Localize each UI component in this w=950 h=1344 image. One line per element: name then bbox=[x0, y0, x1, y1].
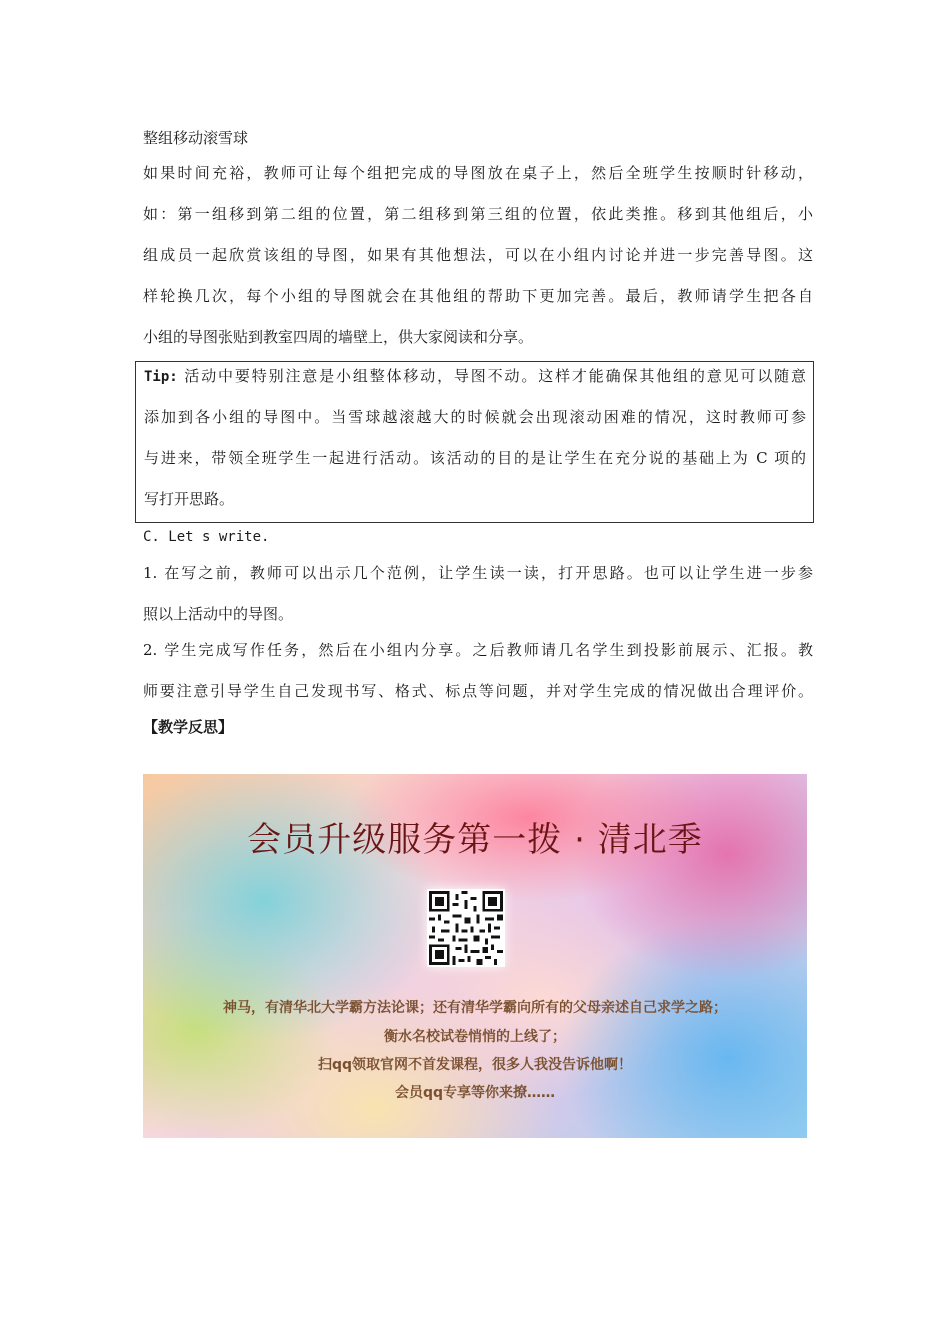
section-c-title: C. Let s write. bbox=[143, 529, 270, 545]
qr-code-icon bbox=[427, 889, 505, 967]
paragraph-line: 组成员一起欣赏该组的导图，如果有其他想法，可以在小组内讨论并进一步完善导图。这 bbox=[143, 246, 813, 264]
reflection-heading: 【教学反思】 bbox=[143, 718, 234, 736]
paragraph-line: 样轮换几次，每个小组的导图就会在其他组的帮助下更加完善。最后，教师请学生把各自 bbox=[143, 287, 813, 305]
item-1-line: 1. 在写之前，教师可以出示几个范例，让学生读一读，打开思路。也可以让学生进一步参 bbox=[143, 564, 813, 582]
tip-box bbox=[135, 361, 814, 523]
paragraph-line: 如：第一组移到第二组的位置，第二组移到第三组的位置，依此类推。移到其他组后，小 bbox=[143, 205, 813, 223]
item-1-line: 照以上活动中的导图。 bbox=[143, 605, 294, 623]
tip-line: 添加到各小组的导图中。当雪球越滚越大的时候就会出现滚动困难的情况，这时教师可参 bbox=[144, 408, 806, 426]
banner-line: 衡水名校试卷悄悄的上线了； bbox=[384, 1029, 566, 1045]
tip-first-line bbox=[144, 366, 806, 387]
banner-title: 会员升级服务第一拨 · 清北季 bbox=[247, 820, 703, 860]
tip-text: 活动中要特别注意是小组整体移动，导图不动。这样才能确保其他组的意见可以随意 bbox=[184, 367, 806, 385]
tip-line: 与进来，带领全班学生一起进行活动。该活动的目的是让学生在充分说的基础上为 C 项的 bbox=[144, 449, 806, 467]
banner-line: 神马，有清华北大学霸方法论课；还有清华学霸向所有的父母亲述自己求学之路； bbox=[223, 1000, 727, 1016]
tip-label: Tip: bbox=[144, 369, 178, 385]
banner-line: 会员qq专享等你来撩…… bbox=[394, 1085, 556, 1101]
tip-line: 写打开思路。 bbox=[144, 490, 235, 508]
banner-line: 扫qq领取官网不首发课程，很多人我没告诉他啊！ bbox=[317, 1057, 633, 1073]
item-2-line: 2. 学生完成写作任务，然后在小组内分享。之后教师请几名学生到投影前展示、汇报。教 bbox=[143, 641, 813, 659]
section-heading: 整组移动滚雪球 bbox=[143, 129, 249, 147]
qr-code-graphic bbox=[429, 891, 503, 965]
paragraph-line: 小组的导图张贴到教室四周的墙壁上，供大家阅读和分享。 bbox=[143, 328, 534, 346]
paragraph-line: 如果时间充裕，教师可让每个组把完成的导图放在桌子上，然后全班学生按顺时针移动， bbox=[143, 164, 813, 182]
item-2-line: 师要注意引导学生自己发现书写、格式、标点等问题，并对学生完成的情况做出合理评价。 bbox=[143, 682, 813, 700]
promo-banner bbox=[143, 774, 807, 1138]
